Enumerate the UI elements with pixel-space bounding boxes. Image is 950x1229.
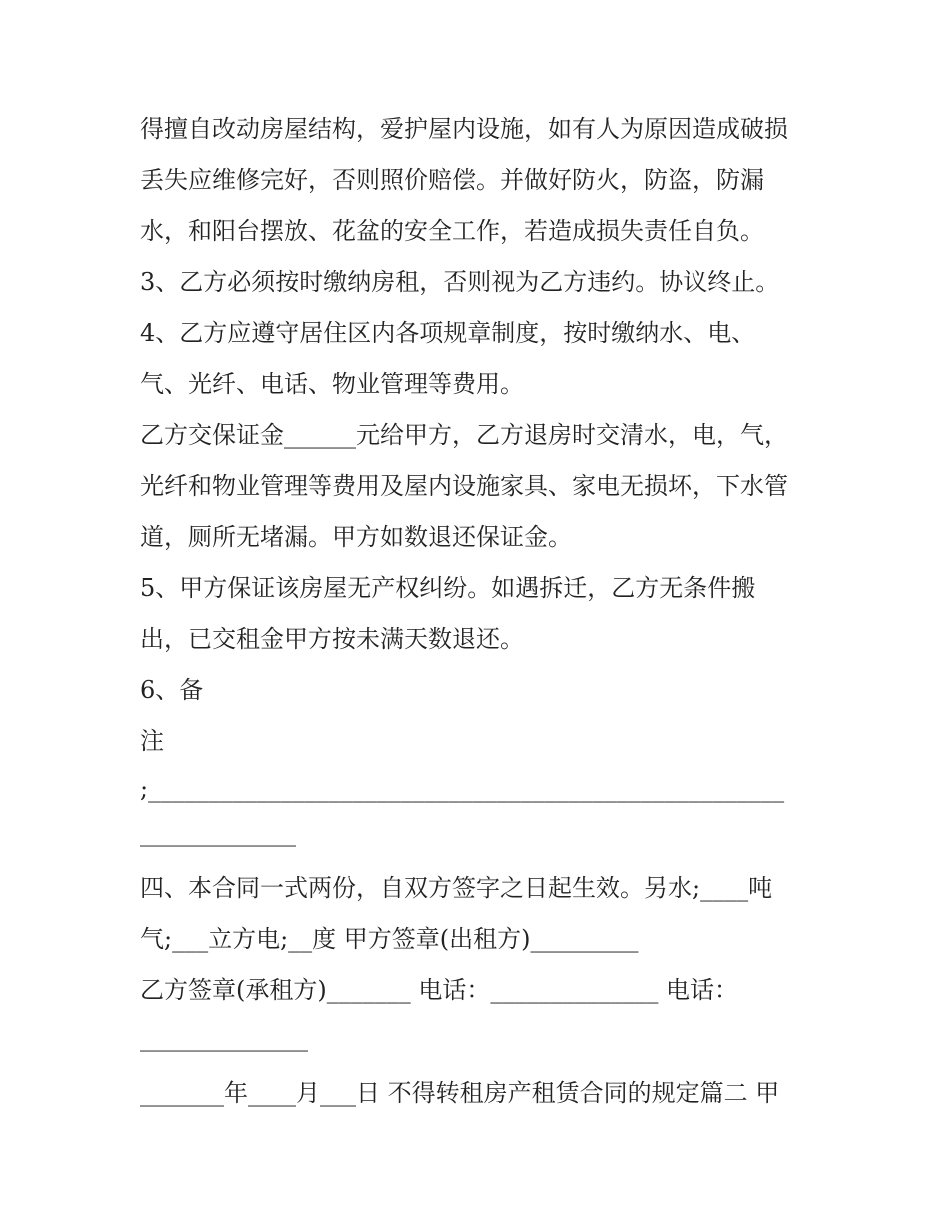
- remark-blank-line-1: ;_____________________________________________________: [140, 775, 785, 803]
- clause-5: 5、甲方保证该房屋无产权纠纷。如遇拆迁，乙方无条件搬: [140, 574, 756, 602]
- phone-blank-line: ______________: [140, 1024, 308, 1052]
- text-line-3: 水，和阳台摆放、花盆的安全工作，若造成损失责任自负。: [140, 217, 764, 245]
- section-4: 四、本合同一式两份，自双方签字之日起生效。另水;____吨: [140, 874, 773, 902]
- clause-4-continued: 气、光纤、电话、物业管理等费用。: [140, 370, 524, 398]
- spacer-2: [140, 1060, 820, 1068]
- date-line: _______年____月___日 不得转租房产租赁合同的规定篇二 甲: [140, 1079, 780, 1107]
- text-line-2: 丢失应维修完好，否则照价赔偿。并做好防火，防盗，防漏: [140, 166, 764, 194]
- deposit-line-3: 道，厕所无堵漏。甲方如数退还保证金。: [140, 523, 572, 551]
- clause-3: 3、乙方必须按时缴纳房租，否则视为乙方违约。协议终止。: [140, 268, 780, 296]
- clause-5-continued: 出，已交租金甲方按未满天数退还。: [140, 625, 524, 653]
- remark-label: 注: [140, 727, 164, 755]
- utility-and-landlord-signature: 气;___立方电;__度 甲方签章(出租方)_________: [140, 925, 639, 953]
- deposit-line-1: 乙方交保证金______元给甲方，乙方退房时交清水，电，气，: [140, 421, 788, 449]
- remark-blank-line-2: _____________: [140, 819, 296, 847]
- spacer: [140, 855, 820, 863]
- clause-4: 4、乙方应遵守居住区内各项规章制度，按时缴纳水、电、: [140, 319, 756, 347]
- tenant-signature-and-phone: 乙方签章(承租方)_______ 电话：______________ 电话：: [140, 976, 738, 1004]
- clause-6: 6、备: [140, 676, 204, 704]
- deposit-line-2: 光纤和物业管理等费用及屋内设施家具、家电无损坏，下水管: [140, 472, 788, 500]
- text-line-1: 得擅自改动房屋结构，爱护屋内设施，如有人为原因造成破损: [140, 115, 788, 143]
- document-body: [140, 104, 820, 1119]
